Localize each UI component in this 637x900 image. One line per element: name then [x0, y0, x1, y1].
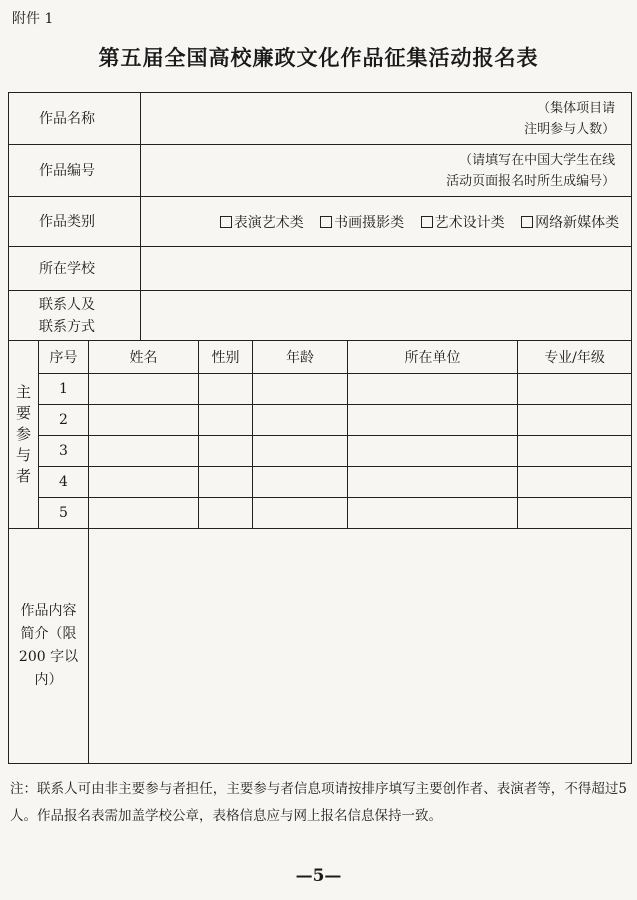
category-option-new-media[interactable]: 网络新媒体类 [521, 215, 619, 231]
row-number: 3 [39, 436, 89, 467]
participant-age-cell[interactable] [253, 498, 348, 529]
category-option-painting-photo[interactable]: 书画摄影类 [320, 215, 404, 231]
participant-major-cell[interactable] [518, 374, 632, 405]
work-number-row [9, 145, 632, 197]
checkbox-icon [421, 216, 433, 228]
table-row [9, 436, 632, 467]
category-option-performance[interactable]: 表演艺术类 [220, 215, 304, 231]
checkbox-icon [320, 216, 332, 228]
table-row [9, 467, 632, 498]
column-header-unit: 所在单位 [348, 341, 518, 374]
participant-unit-cell[interactable] [348, 374, 518, 405]
intro-row [9, 529, 632, 764]
participant-gender-cell[interactable] [199, 436, 253, 467]
footnote: 注：联系人可由非主要参与者担任，主要参与者信息项请按排序填写主要创作者、表演者等，不得超过5人。作品报名表需加盖学校公章，表格信息应与网上报名信息保持一致。 [10, 781, 627, 824]
form-title: 第五届全国高校廉政文化作品征集活动报名表 [98, 45, 539, 70]
row-number: 5 [39, 498, 89, 529]
work-number-note-line: （请填写在中国大学生在线 [459, 152, 616, 168]
participant-unit-cell[interactable] [348, 436, 518, 467]
participant-unit-cell[interactable] [348, 405, 518, 436]
work-number-field[interactable] [141, 145, 632, 197]
participant-age-cell[interactable] [253, 467, 348, 498]
participant-gender-cell[interactable] [199, 405, 253, 436]
category-row [9, 197, 632, 247]
school-label: 所在学校 [9, 247, 141, 291]
participants-header-row [9, 341, 632, 374]
contact-label: 联系人及 联系方式 [9, 291, 141, 341]
work-number-label: 作品编号 [9, 145, 141, 197]
contact-field[interactable] [141, 291, 632, 341]
category-option-art-design[interactable]: 艺术设计类 [421, 215, 505, 231]
category-options [141, 197, 632, 247]
participant-major-cell[interactable] [518, 498, 632, 529]
work-name-row [9, 93, 632, 145]
intro-label: 作品内容 简介（限 200 字以 内） [9, 529, 89, 764]
column-header-name: 姓名 [89, 341, 199, 374]
column-header-age: 年龄 [253, 341, 348, 374]
work-name-note-line: （集体项目请 [537, 100, 616, 116]
participant-name-cell[interactable] [89, 498, 199, 529]
page-number: —5— [295, 866, 342, 886]
column-header-major: 专业/年级 [518, 341, 632, 374]
row-number: 1 [39, 374, 89, 405]
work-number-note-line: 活动页面报名时所生成编号） [446, 173, 616, 189]
participant-unit-cell[interactable] [348, 498, 518, 529]
participant-name-cell[interactable] [89, 436, 199, 467]
participant-gender-cell[interactable] [199, 374, 253, 405]
participant-age-cell[interactable] [253, 374, 348, 405]
participant-name-cell[interactable] [89, 467, 199, 498]
participant-name-cell[interactable] [89, 405, 199, 436]
row-number: 2 [39, 405, 89, 436]
participant-age-cell[interactable] [253, 436, 348, 467]
participants-section-label: 主 要 参 与 者 [9, 341, 39, 529]
column-header-seq: 序号 [39, 341, 89, 374]
attachment-label: 附件 1 [12, 11, 54, 27]
row-number: 4 [39, 467, 89, 498]
school-row [9, 247, 632, 291]
work-name-field[interactable] [141, 93, 632, 145]
table-row [9, 405, 632, 436]
school-field[interactable] [141, 247, 632, 291]
participant-name-cell[interactable] [89, 374, 199, 405]
table-row [9, 498, 632, 529]
participant-gender-cell[interactable] [199, 467, 253, 498]
participant-major-cell[interactable] [518, 405, 632, 436]
participant-major-cell[interactable] [518, 436, 632, 467]
registration-form-table [8, 92, 632, 764]
checkbox-icon [220, 216, 232, 228]
contact-row [9, 291, 632, 341]
table-row [9, 374, 632, 405]
column-header-gender: 性别 [199, 341, 253, 374]
participant-unit-cell[interactable] [348, 467, 518, 498]
participant-major-cell[interactable] [518, 467, 632, 498]
participant-age-cell[interactable] [253, 405, 348, 436]
work-name-note-line: 注明参与人数） [524, 121, 616, 137]
checkbox-icon [521, 216, 533, 228]
intro-field[interactable] [89, 529, 632, 764]
category-label: 作品类别 [9, 197, 141, 247]
participant-gender-cell[interactable] [199, 498, 253, 529]
work-name-label: 作品名称 [9, 93, 141, 145]
